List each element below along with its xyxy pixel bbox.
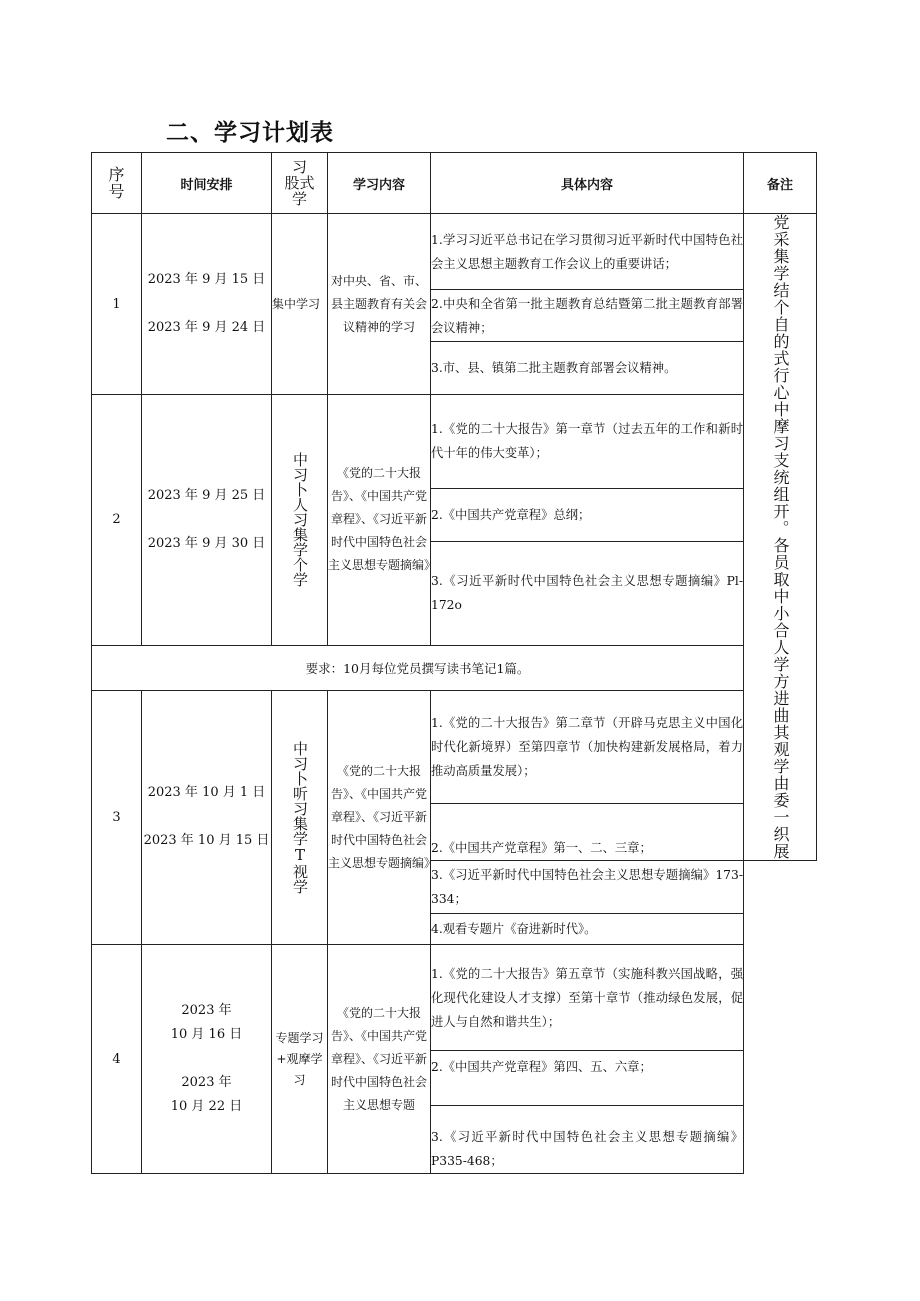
header-way: 习 股式 学 <box>272 153 328 214</box>
header-seq: 序 号 <box>92 153 142 214</box>
table-row <box>92 395 817 489</box>
row-seq: 2 <box>92 395 142 646</box>
table-row <box>92 690 817 804</box>
row-detail: 1.《党的二十大报告》第五章节（实施科教兴国战略，强化现代化建设人才支撑）至第十章节（推动绿色发展，促进人与自然和谐共生）； <box>431 945 744 1051</box>
row-detail: 1.学习习近平总书记在学习贯彻习近平新时代中国特色社会主义思想主题教育工作会议上的重要讲话； <box>431 214 744 290</box>
requirement-text: 要求：10月每位党员撰写读书笔记1篇。 <box>92 645 744 690</box>
row-seq: 1 <box>92 214 142 395</box>
requirement-row <box>92 645 817 690</box>
row-time: 2023 年 9 月 25 日 2023 年 9 月 30 日 <box>142 395 272 646</box>
row-method: 集中学习 <box>272 214 328 395</box>
row-detail: 2.《中国共产党章程》总纲； <box>431 488 744 541</box>
row-method: 专题学习+观摩学习 <box>272 945 328 1174</box>
row-method: 中习卜听习集学T视学 <box>272 690 328 945</box>
row-time: 2023 年 10 月 1 日 2023 年 10 月 15 日 <box>142 690 272 945</box>
row-time: 2023 年 9 月 15 日 2023 年 9 月 24 日 <box>142 214 272 395</box>
row-detail: 2.中央和全省第一批主题教育总结暨第二批主题教育部署会议精神； <box>431 290 744 342</box>
page-title: 二、学习计划表 <box>166 120 334 146</box>
row-content: 《党的二十大报告》、《中国共产党章程》、《习近平新时代中国特色社会主义思想专题摘编》 <box>328 395 431 646</box>
study-plan-table <box>91 152 817 1174</box>
table-row <box>92 945 817 1051</box>
header-detail: 具体内容 <box>431 153 744 214</box>
row-detail: 3.《习近平新时代中国特色社会主义思想专题摘编》Pl-172o <box>431 541 744 645</box>
header-time: 时间安排 <box>142 153 272 214</box>
row-detail: 3.《习近平新时代中国特色社会主义思想专题摘编》P335-468； <box>431 1106 744 1174</box>
row-content: 对中央、省、市、县主题教育有关会议精神的学习 <box>328 214 431 395</box>
note-text: 党采集学结个自的式行心中摩习支统组开。各员取中小合人学方进曲其观学由委一织展 <box>771 214 790 860</box>
row-detail: 4.观看专题片《奋进新时代》。 <box>431 914 744 945</box>
header-note: 备注 <box>744 153 817 214</box>
row-seq: 4 <box>92 945 142 1174</box>
row-seq: 3 <box>92 690 142 945</box>
note-cell <box>744 214 817 861</box>
row-detail: 1.《党的二十大报告》第二章节（开辟马克思主义中国化时代化新境界）至第四章节（加快构建新发展格局，着力推动高质量发展）； <box>431 690 744 804</box>
row-content: 《党的二十大报告》、《中国共产党章程》、《习近平新时代中国特色社会主义思想专题 <box>328 945 431 1174</box>
row-detail: 2.《中国共产党章程》第一、二、三章； <box>431 804 744 861</box>
row-method: 中习卜人习集学个学 <box>272 395 328 646</box>
row-time: 2023 年 10 月 16 日 2023 年 10 月 22 日 <box>142 945 272 1174</box>
header-content: 学习内容 <box>328 153 431 214</box>
row-detail: 3.《习近平新时代中国特色社会主义思想专题摘编》173-334； <box>431 861 744 914</box>
header-row <box>92 153 817 214</box>
row-detail: 2.《中国共产党章程》第四、五、六章； <box>431 1051 744 1106</box>
row-detail: 3.市、县、镇第二批主题教育部署会议精神。 <box>431 342 744 395</box>
table-row <box>92 214 817 290</box>
row-content: 《党的二十大报告》、《中国共产党章程》、《习近平新时代中国特色社会主义思想专题摘编》 <box>328 690 431 945</box>
row-detail: 1.《党的二十大报告》第一章节（过去五年的工作和新时代十年的伟大变革）； <box>431 395 744 489</box>
